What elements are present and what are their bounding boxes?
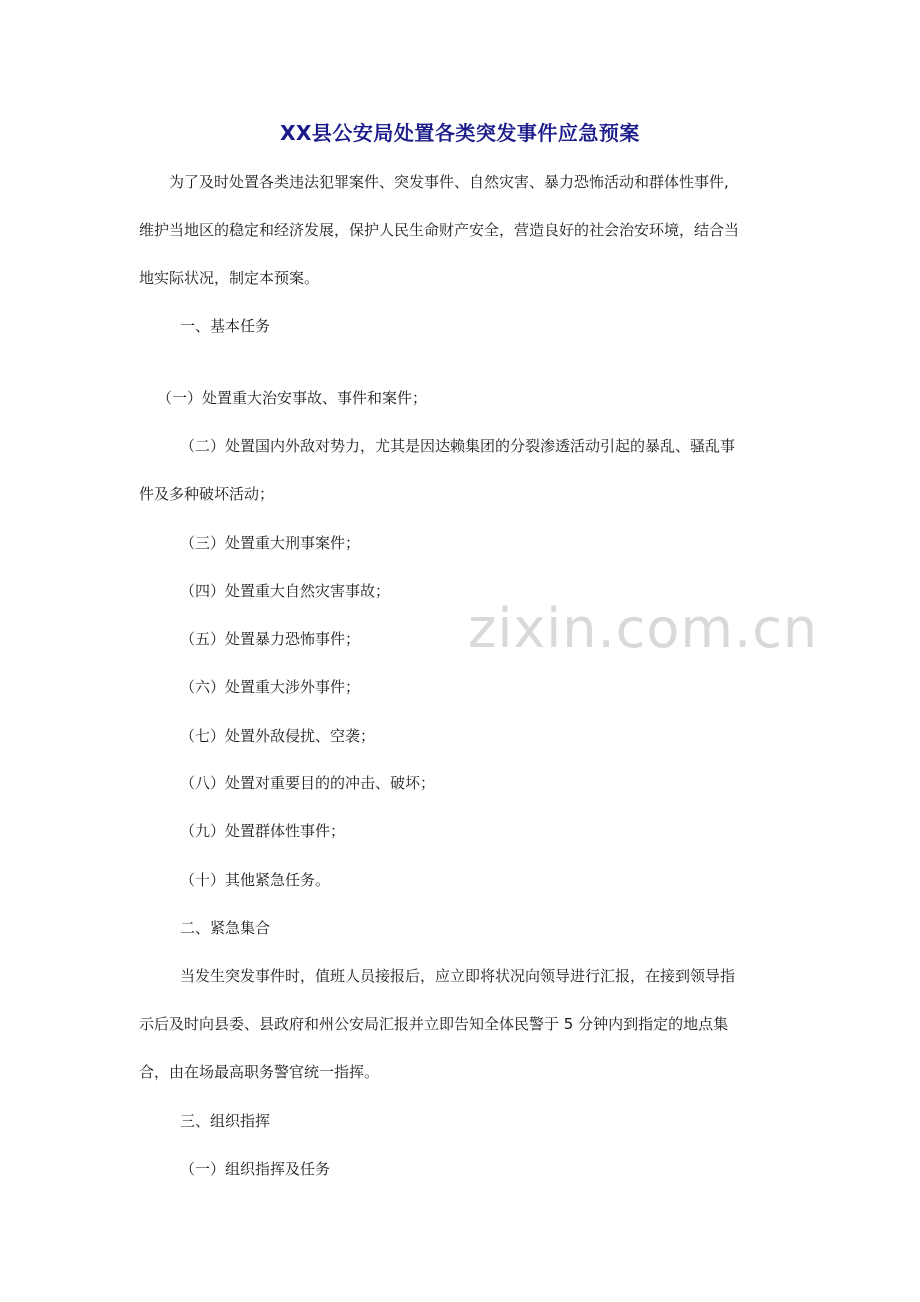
task-item-8: （八）处置对重要目的的冲击、破坏； bbox=[180, 774, 436, 792]
watermark bbox=[468, 597, 818, 660]
intro-line-2: 维护当地区的稳定和经济发展，保护人民生命财产安全，营造良好的社会治安环境，结合当 bbox=[139, 221, 740, 239]
task-item-7: （七）处置外敌侵扰、空袭； bbox=[180, 727, 376, 745]
intro-line-3: 地实际状况，制定本预案。 bbox=[139, 269, 320, 287]
assembly-line-1: 当发生突发事件时，值班人员接报后，应立即将状况向领导进行汇报，在接到领导指 bbox=[180, 967, 736, 985]
section-heading-command: 三、组织指挥 bbox=[180, 1112, 271, 1130]
task-item-5: （五）处置暴力恐怖事件； bbox=[180, 630, 361, 648]
command-subheading: （一）组织指挥及任务 bbox=[180, 1160, 331, 1178]
task-item-9: （九）处置群体性事件； bbox=[180, 822, 346, 840]
task-item-6: （六）处置重大涉外事件； bbox=[180, 678, 361, 696]
task-item-2-cont: 件及多种破坏活动； bbox=[139, 485, 275, 503]
section-heading-basic-tasks: 一、基本任务 bbox=[180, 317, 271, 335]
task-item-2: （二）处置国内外敌对势力，尤其是因达赖集团的分裂渗透活动引起的暴乱、骚乱事 bbox=[180, 437, 736, 455]
task-item-10: （十）其他紧急任务。 bbox=[180, 871, 331, 889]
document-title: XX县公安局处置各类突发事件应急预案 bbox=[280, 121, 640, 145]
watermark-text: zixin.com.cn bbox=[468, 597, 819, 660]
assembly-line-2: 示后及时向县委、县政府和州公安局汇报并立即告知全体民警于 5 分钟内到指定的地点集 bbox=[139, 1015, 729, 1033]
intro-line-1: 为了及时处置各类违法犯罪案件、突发事件、自然灾害、暴力恐怖活动和群体性事件, bbox=[169, 173, 729, 191]
section-heading-emergency-assembly: 二、紧急集合 bbox=[180, 919, 271, 937]
task-item-4: （四）处置重大自然灾害事故； bbox=[180, 582, 391, 600]
task-item-3: （三）处置重大刑事案件； bbox=[180, 534, 361, 552]
assembly-line-3: 合，由在场最高职务警官统一指挥。 bbox=[139, 1063, 380, 1081]
task-item-1: （一）处置重大治安事故、事件和案件； bbox=[157, 389, 428, 407]
